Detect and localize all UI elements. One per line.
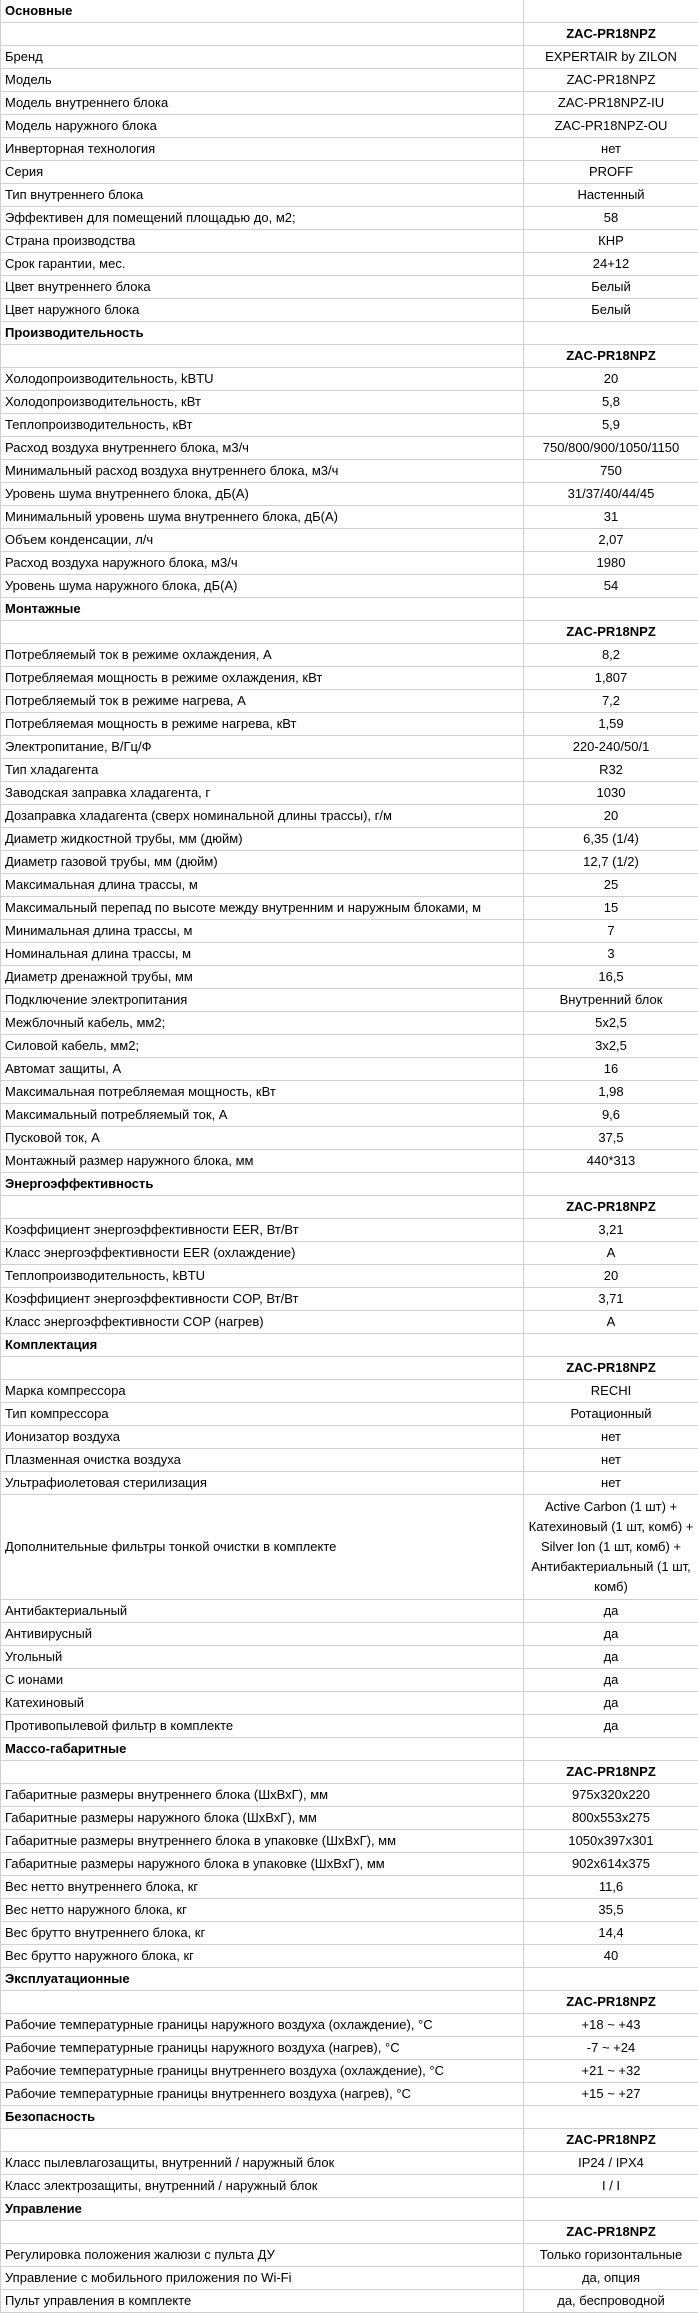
row-value: да, опция: [524, 2267, 698, 2290]
row-label: Заводская заправка хладагента, г: [1, 782, 524, 805]
table-row: [1, 2083, 698, 2106]
section-header-empty: [524, 2198, 698, 2221]
row-label: Дополнительные фильтры тонкой очистки в комплекте: [1, 1495, 524, 1600]
row-label: Диаметр жидкостной трубы, мм (дюйм): [1, 828, 524, 851]
row-value: 800x553x275: [524, 1807, 698, 1830]
row-value: 1050x397x301: [524, 1830, 698, 1853]
section-header-row: [1, 598, 698, 621]
table-row: [1, 1380, 698, 1403]
row-label: Тип хладагента: [1, 759, 524, 782]
row-value: -7 ~ +24: [524, 2037, 698, 2060]
row-label: Холодопроизводительность, kBTU: [1, 368, 524, 391]
row-value: 1980: [524, 552, 698, 575]
row-value: да, беспроводной: [524, 2290, 698, 2313]
table-row: [1, 2014, 698, 2037]
section-title: Производительность: [1, 322, 524, 345]
table-row: [1, 2037, 698, 2060]
row-value: 25: [524, 874, 698, 897]
row-label: Минимальная длина трассы, м: [1, 920, 524, 943]
model-header-empty: [1, 345, 524, 368]
table-row: [1, 2290, 698, 2313]
model-header-empty: [1, 23, 524, 46]
row-label: Уровень шума внутреннего блока, дБ(А): [1, 483, 524, 506]
row-value: нет: [524, 1449, 698, 1472]
table-row: [1, 46, 698, 69]
row-value: R32: [524, 759, 698, 782]
model-name: ZAC-PR18NPZ: [524, 1196, 698, 1219]
table-row: [1, 1127, 698, 1150]
row-value: 6,35 (1/4): [524, 828, 698, 851]
row-value: 8,2: [524, 644, 698, 667]
row-label: Коэффициент энергоэффективности EER, Вт/Вт: [1, 1219, 524, 1242]
section-header-row: [1, 1173, 698, 1196]
table-row: [1, 2175, 698, 2198]
section-title: Массо-габаритные: [1, 1738, 524, 1761]
row-label: Силовой кабель, мм2;: [1, 1035, 524, 1058]
table-row: [1, 1449, 698, 1472]
row-label: Диаметр газовой трубы, мм (дюйм): [1, 851, 524, 874]
section-header-empty: [524, 2106, 698, 2129]
section-header-empty: [524, 1968, 698, 1991]
table-row: [1, 920, 698, 943]
row-label: Максимальный потребляемый ток, А: [1, 1104, 524, 1127]
row-label: Вес нетто наружного блока, кг: [1, 1899, 524, 1922]
model-name: ZAC-PR18NPZ: [524, 621, 698, 644]
section-title: Управление: [1, 2198, 524, 2221]
table-row: [1, 575, 698, 598]
table-row: [1, 782, 698, 805]
row-value: да: [524, 1715, 698, 1738]
table-row: [1, 1012, 698, 1035]
row-label: Рабочие температурные границы наружного воздуха (нагрев), °C: [1, 2037, 524, 2060]
row-label: Холодопроизводительность, кВт: [1, 391, 524, 414]
model-header-empty: [1, 2129, 524, 2152]
row-label: Цвет наружного блока: [1, 299, 524, 322]
model-header-row: [1, 1357, 698, 1380]
table-row: [1, 1104, 698, 1127]
row-value: ZAC-PR18NPZ: [524, 69, 698, 92]
section-title: Энергоэффективность: [1, 1173, 524, 1196]
model-header-empty: [1, 1357, 524, 1380]
row-label: Габаритные размеры внутреннего блока (ШхВхГ), мм: [1, 1784, 524, 1807]
table-row: [1, 713, 698, 736]
table-row: [1, 368, 698, 391]
row-label: Серия: [1, 161, 524, 184]
table-row: [1, 1058, 698, 1081]
row-label: Максимальный перепад по высоте между внутренним и наружным блоками, м: [1, 897, 524, 920]
row-label: Максимальная потребляемая мощность, кВт: [1, 1081, 524, 1104]
table-row: [1, 460, 698, 483]
row-label: Страна производства: [1, 230, 524, 253]
row-label: Рабочие температурные границы внутреннего воздуха (нагрев), °C: [1, 2083, 524, 2106]
row-value: Только горизонтальные: [524, 2244, 698, 2267]
table-row: [1, 552, 698, 575]
row-label: Класс энергоэффективности COP (нагрев): [1, 1311, 524, 1334]
section-header-row: [1, 2198, 698, 2221]
table-row: [1, 1853, 698, 1876]
model-name: ZAC-PR18NPZ: [524, 1991, 698, 2014]
row-label: Автомат защиты, А: [1, 1058, 524, 1081]
row-value: 40: [524, 1945, 698, 1968]
model-header-row: [1, 1196, 698, 1219]
row-label: Дозаправка хладагента (сверх номинальной длины трассы), г/м: [1, 805, 524, 828]
row-label: Пусковой ток, А: [1, 1127, 524, 1150]
table-row: [1, 1242, 698, 1265]
table-row: [1, 483, 698, 506]
row-value: 5х2,5: [524, 1012, 698, 1035]
table-row: [1, 943, 698, 966]
table-row: [1, 1899, 698, 1922]
table-row: [1, 1288, 698, 1311]
section-header-row: [1, 1334, 698, 1357]
model-header-row: [1, 1991, 698, 2014]
row-label: Антивирусный: [1, 1623, 524, 1646]
row-label: Инверторная технология: [1, 138, 524, 161]
row-label: Диаметр дренажной трубы, мм: [1, 966, 524, 989]
row-label: Потребляемый ток в режиме нагрева, А: [1, 690, 524, 713]
row-value: 58: [524, 207, 698, 230]
row-value: 31: [524, 506, 698, 529]
row-value: нет: [524, 1426, 698, 1449]
row-value: 35,5: [524, 1899, 698, 1922]
section-header-empty: [524, 598, 698, 621]
row-value: 16,5: [524, 966, 698, 989]
row-label: Класс энергоэффективности EER (охлаждение): [1, 1242, 524, 1265]
section-title: Эксплуатационные: [1, 1968, 524, 1991]
row-value: 3х2,5: [524, 1035, 698, 1058]
table-row: [1, 966, 698, 989]
row-label: Противопылевой фильтр в комплекте: [1, 1715, 524, 1738]
section-header-empty: [524, 1173, 698, 1196]
row-label: Межблочный кабель, мм2;: [1, 1012, 524, 1035]
row-label: Управление с мобильного приложения по Wi-Fi: [1, 2267, 524, 2290]
table-row: [1, 1807, 698, 1830]
row-value: Active Carbon (1 шт) + Катехиновый (1 шт, комб) + Silver Ion (1 шт, комб) + Антибактериальный (1 шт, комб): [524, 1495, 698, 1600]
table-row: [1, 115, 698, 138]
row-label: Модель наружного блока: [1, 115, 524, 138]
row-label: Вес брутто внутреннего блока, кг: [1, 1922, 524, 1945]
table-row: [1, 391, 698, 414]
row-label: Срок гарантии, мес.: [1, 253, 524, 276]
row-value: EXPERTAIR by ZILON: [524, 46, 698, 69]
model-name: ZAC-PR18NPZ: [524, 2221, 698, 2244]
row-label: Максимальная длина трассы, м: [1, 874, 524, 897]
row-value: 15: [524, 897, 698, 920]
row-label: Потребляемая мощность в режиме охлаждения, кВт: [1, 667, 524, 690]
row-label: Тип компрессора: [1, 1403, 524, 1426]
row-label: С ионами: [1, 1669, 524, 1692]
model-header-row: [1, 2129, 698, 2152]
table-row: [1, 667, 698, 690]
row-label: Рабочие температурные границы внутреннего воздуха (охлаждение), °C: [1, 2060, 524, 2083]
row-value: +18 ~ +43: [524, 2014, 698, 2037]
table-row: [1, 1150, 698, 1173]
model-header-empty: [1, 1991, 524, 2014]
model-name: ZAC-PR18NPZ: [524, 1357, 698, 1380]
row-value: 1030: [524, 782, 698, 805]
row-value: 902x614x375: [524, 1853, 698, 1876]
row-value: 20: [524, 805, 698, 828]
table-row: [1, 437, 698, 460]
row-label: Теплопроизводительность, кВт: [1, 414, 524, 437]
spec-table-body: [1, 0, 698, 2313]
row-value: 3,71: [524, 1288, 698, 1311]
row-value: 1,59: [524, 713, 698, 736]
row-label: Теплопроизводительность, kBTU: [1, 1265, 524, 1288]
table-row: [1, 644, 698, 667]
row-label: Бренд: [1, 46, 524, 69]
table-row: [1, 805, 698, 828]
row-label: Габаритные размеры наружного блока (ШхВхГ), мм: [1, 1807, 524, 1830]
row-value: Настенный: [524, 184, 698, 207]
row-value: нет: [524, 1472, 698, 1495]
table-row: [1, 1495, 698, 1600]
table-row: [1, 2060, 698, 2083]
row-value: 16: [524, 1058, 698, 1081]
row-label: Рабочие температурные границы наружного воздуха (охлаждение), °C: [1, 2014, 524, 2037]
row-value: 11,6: [524, 1876, 698, 1899]
table-row: [1, 529, 698, 552]
row-label: Тип внутреннего блока: [1, 184, 524, 207]
table-row: [1, 1311, 698, 1334]
row-value: 12,7 (1/2): [524, 851, 698, 874]
row-value: 1,98: [524, 1081, 698, 1104]
row-label: Марка компрессора: [1, 1380, 524, 1403]
row-label: Номинальная длина трассы, м: [1, 943, 524, 966]
row-label: Монтажный размер наружного блока, мм: [1, 1150, 524, 1173]
row-label: Коэффициент энергоэффективности COP, Вт/Вт: [1, 1288, 524, 1311]
row-label: Эффективен для помещений площадью до, м2;: [1, 207, 524, 230]
row-label: Потребляемый ток в режиме охлаждения, А: [1, 644, 524, 667]
table-row: [1, 230, 698, 253]
section-header-empty: [524, 1334, 698, 1357]
section-header-empty: [524, 0, 698, 23]
table-row: [1, 253, 698, 276]
model-header-row: [1, 2221, 698, 2244]
row-value: 5,9: [524, 414, 698, 437]
row-value: КНР: [524, 230, 698, 253]
row-value: да: [524, 1669, 698, 1692]
row-label: Ультрафиолетовая стерилизация: [1, 1472, 524, 1495]
table-row: [1, 1426, 698, 1449]
table-row: [1, 1876, 698, 1899]
table-row: [1, 1945, 698, 1968]
row-value: 220-240/50/1: [524, 736, 698, 759]
row-value: 14,4: [524, 1922, 698, 1945]
table-row: [1, 414, 698, 437]
table-row: [1, 1600, 698, 1623]
row-value: Белый: [524, 299, 698, 322]
row-label: Класс пылевлагозащиты, внутренний / наружный блок: [1, 2152, 524, 2175]
section-header-row: [1, 1738, 698, 1761]
section-header-row: [1, 2106, 698, 2129]
table-row: [1, 92, 698, 115]
table-row: [1, 1669, 698, 1692]
row-label: Расход воздуха наружного блока, м3/ч: [1, 552, 524, 575]
row-value: +15 ~ +27: [524, 2083, 698, 2106]
row-label: Цвет внутреннего блока: [1, 276, 524, 299]
row-label: Класс электрозащиты, внутренний / наружный блок: [1, 2175, 524, 2198]
row-label: Пульт управления в комплекте: [1, 2290, 524, 2313]
row-value: 2,07: [524, 529, 698, 552]
table-row: [1, 874, 698, 897]
model-name: ZAC-PR18NPZ: [524, 1761, 698, 1784]
table-row: [1, 138, 698, 161]
table-row: [1, 1692, 698, 1715]
row-label: Объем конденсации, л/ч: [1, 529, 524, 552]
table-row: [1, 1623, 698, 1646]
table-row: [1, 276, 698, 299]
row-value: ZAC-PR18NPZ-OU: [524, 115, 698, 138]
row-label: Минимальный расход воздуха внутреннего блока, м3/ч: [1, 460, 524, 483]
table-row: [1, 207, 698, 230]
row-label: Потребляемая мощность в режиме нагрева, кВт: [1, 713, 524, 736]
table-row: [1, 759, 698, 782]
section-header-row: [1, 322, 698, 345]
row-label: Вес брутто наружного блока, кг: [1, 1945, 524, 1968]
row-value: IP24 / IPX4: [524, 2152, 698, 2175]
section-header-empty: [524, 322, 698, 345]
row-value: RECHI: [524, 1380, 698, 1403]
row-label: Расход воздуха внутреннего блока, м3/ч: [1, 437, 524, 460]
table-row: [1, 1922, 698, 1945]
table-row: [1, 2267, 698, 2290]
row-value: да: [524, 1600, 698, 1623]
table-row: [1, 506, 698, 529]
row-value: 31/37/40/44/45: [524, 483, 698, 506]
table-row: [1, 828, 698, 851]
section-title: Безопасность: [1, 2106, 524, 2129]
table-row: [1, 161, 698, 184]
row-label: Электропитание, В/Гц/Ф: [1, 736, 524, 759]
row-label: Плазменная очистка воздуха: [1, 1449, 524, 1472]
row-label: Модель внутреннего блока: [1, 92, 524, 115]
row-label: Антибактериальный: [1, 1600, 524, 1623]
table-row: [1, 736, 698, 759]
section-title: Монтажные: [1, 598, 524, 621]
table-row: [1, 1784, 698, 1807]
model-header-empty: [1, 1196, 524, 1219]
model-name: ZAC-PR18NPZ: [524, 2129, 698, 2152]
table-row: [1, 1403, 698, 1426]
table-row: [1, 897, 698, 920]
table-row: [1, 299, 698, 322]
row-value: 20: [524, 1265, 698, 1288]
model-header-row: [1, 23, 698, 46]
row-label: Габаритные размеры наружного блока в упаковке (ШхВхГ), мм: [1, 1853, 524, 1876]
section-header-empty: [524, 1738, 698, 1761]
row-value: +21 ~ +32: [524, 2060, 698, 2083]
model-name: ZAC-PR18NPZ: [524, 345, 698, 368]
model-header-row: [1, 621, 698, 644]
section-title: Основные: [1, 0, 524, 23]
row-value: Внутренний блок: [524, 989, 698, 1012]
row-value: 7,2: [524, 690, 698, 713]
table-row: [1, 1830, 698, 1853]
row-value: 20: [524, 368, 698, 391]
row-value: Ротационный: [524, 1403, 698, 1426]
row-label: Вес нетто внутреннего блока, кг: [1, 1876, 524, 1899]
row-label: Уровень шума наружного блока, дБ(А): [1, 575, 524, 598]
row-value: 750/800/900/1050/1150: [524, 437, 698, 460]
model-header-empty: [1, 1761, 524, 1784]
section-title: Комплектация: [1, 1334, 524, 1357]
row-label: Минимальный уровень шума внутреннего блока, дБ(А): [1, 506, 524, 529]
table-row: [1, 1646, 698, 1669]
row-value: 440*313: [524, 1150, 698, 1173]
row-value: I / I: [524, 2175, 698, 2198]
row-label: Регулировка положения жалюзи с пульта ДУ: [1, 2244, 524, 2267]
row-label: Габаритные размеры внутреннего блока в упаковке (ШхВхГ), мм: [1, 1830, 524, 1853]
table-row: [1, 2152, 698, 2175]
row-value: 3: [524, 943, 698, 966]
row-value: 1,807: [524, 667, 698, 690]
row-value: 9,6: [524, 1104, 698, 1127]
table-row: [1, 69, 698, 92]
row-value: ZAC-PR18NPZ-IU: [524, 92, 698, 115]
table-row: [1, 1035, 698, 1058]
model-name: ZAC-PR18NPZ: [524, 23, 698, 46]
table-row: [1, 1265, 698, 1288]
row-value: A: [524, 1242, 698, 1265]
table-row: [1, 184, 698, 207]
row-value: PROFF: [524, 161, 698, 184]
table-row: [1, 690, 698, 713]
table-row: [1, 1715, 698, 1738]
row-value: да: [524, 1623, 698, 1646]
model-header-row: [1, 345, 698, 368]
row-value: 5,8: [524, 391, 698, 414]
model-header-empty: [1, 621, 524, 644]
table-row: [1, 989, 698, 1012]
row-value: 975x320x220: [524, 1784, 698, 1807]
row-value: 3,21: [524, 1219, 698, 1242]
row-label: Ионизатор воздуха: [1, 1426, 524, 1449]
table-row: [1, 1472, 698, 1495]
table-row: [1, 851, 698, 874]
row-value: 7: [524, 920, 698, 943]
row-label: Модель: [1, 69, 524, 92]
model-header-empty: [1, 2221, 524, 2244]
row-label: Подключение электропитания: [1, 989, 524, 1012]
row-value: 24+12: [524, 253, 698, 276]
row-value: нет: [524, 138, 698, 161]
table-row: [1, 1219, 698, 1242]
model-header-row: [1, 1761, 698, 1784]
table-row: [1, 1081, 698, 1104]
row-label: Катехиновый: [1, 1692, 524, 1715]
section-header-row: [1, 1968, 698, 1991]
section-header-row: [1, 0, 698, 23]
row-value: 750: [524, 460, 698, 483]
table-row: [1, 2244, 698, 2267]
row-value: Белый: [524, 276, 698, 299]
row-label: Угольный: [1, 1646, 524, 1669]
row-value: да: [524, 1692, 698, 1715]
row-value: 54: [524, 575, 698, 598]
row-value: да: [524, 1646, 698, 1669]
row-value: 37,5: [524, 1127, 698, 1150]
row-value: A: [524, 1311, 698, 1334]
